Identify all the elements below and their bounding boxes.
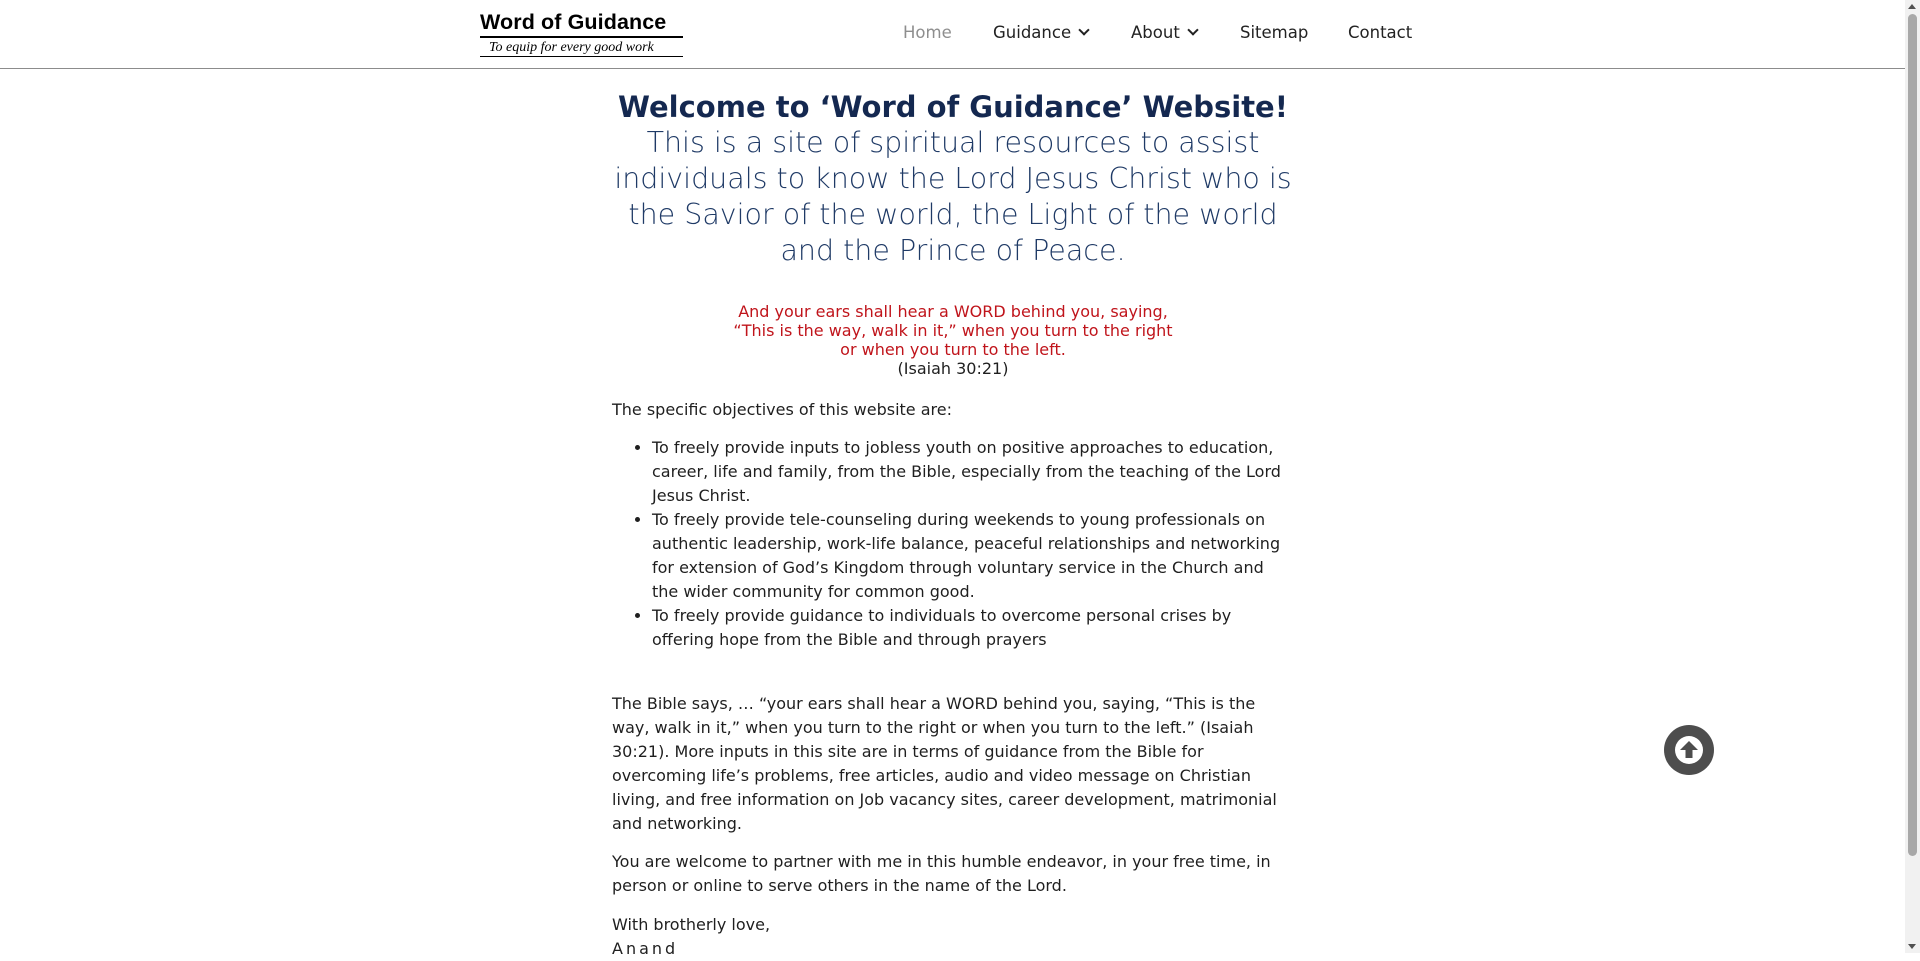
chevron-down-icon [1078,24,1089,35]
nav-guidance-label: Guidance [993,23,1072,42]
nav-contact-label: Contact [1348,23,1413,42]
chevron-down-icon [1187,24,1198,35]
objective-item: • To freely provide inputs to jobless youth on positive approaches to education, career, life and family, from the Bible, especially from the teaching of the Lord Jesus Christ. [652,436,1294,508]
signature: Anand [612,939,679,958]
objectives-intro: The specific objectives of this website are: [612,400,952,419]
page-scrollbar[interactable] [1905,0,1920,953]
nav-home[interactable] [903,21,952,45]
featured-verse [612,302,1294,359]
verse-reference: (Isaiah 30:21) [897,359,1009,378]
nav-guidance[interactable] [993,21,1088,45]
nav-contact[interactable] [1348,21,1412,45]
logo-title: Word of Guidance [480,10,667,34]
logo-tagline: To equip for every good work [489,40,654,55]
nav-home-label: Home [903,23,952,42]
main-content [612,89,1294,961]
scroll-down-arrow-icon[interactable] [1908,944,1916,949]
objective-item: • To freely provide guidance to individuals to overcome personal crises by offering hope from the Bible and through prayers [652,604,1294,652]
welcome-heading: Welcome to ‘Word of Guidance’ Website! [618,90,1288,124]
scrollbar-thumb[interactable] [1908,14,1917,856]
scroll-up-arrow-icon[interactable] [1908,4,1916,9]
scroll-to-top-button[interactable] [1664,725,1714,775]
arrow-up-circle-icon [1674,735,1704,765]
nav-sitemap-label: Sitemap [1240,23,1309,42]
nav-sitemap[interactable] [1240,21,1308,45]
closing-line: With brotherly love, [612,915,771,934]
site-header [0,0,1905,69]
nav-about-label: About [1131,23,1180,42]
verse-line: “This is the way, walk in it,” when you turn to the right [733,321,1173,340]
intro-heading: This is a site of spiritual resources to assist individuals to know the Lord Jesus Christ who is the Savior of the world, the Light of the world and the Prince of Peace. [614,126,1292,267]
objectives-list [612,436,1294,652]
verse-line: or when you turn to the left. [840,340,1066,359]
nav-about[interactable] [1131,21,1197,45]
logo-underline [480,56,683,57]
partner-paragraph: You are welcome to partner with me in this humble endeavor, in your free time, in person or online to serve others in the name of the Lord. [612,852,1271,895]
main-nav [0,21,1905,47]
objective-item: • To freely provide tele-counseling during weekends to young professionals on authentic leadership, work-life balance, peaceful relationships and networking for extension of God’s Kingdom through voluntary service in the Church and the wider community for common good. [652,508,1294,604]
verse-line: And your ears shall hear a WORD behind you, saying, [738,302,1168,321]
bible-paragraph: The Bible says, … “your ears shall hear a WORD behind you, saying, “This is the way, walk in it,” when you turn to the right or when you turn to the left.” (Isaiah 30:21). More inputs in this site are in terms of guidance from the Bible for overcoming life’s problems, free articles, audio and video message on Christian living, and free information on Job vacancy sites, career development, matrimonial and networking. [612,694,1277,833]
